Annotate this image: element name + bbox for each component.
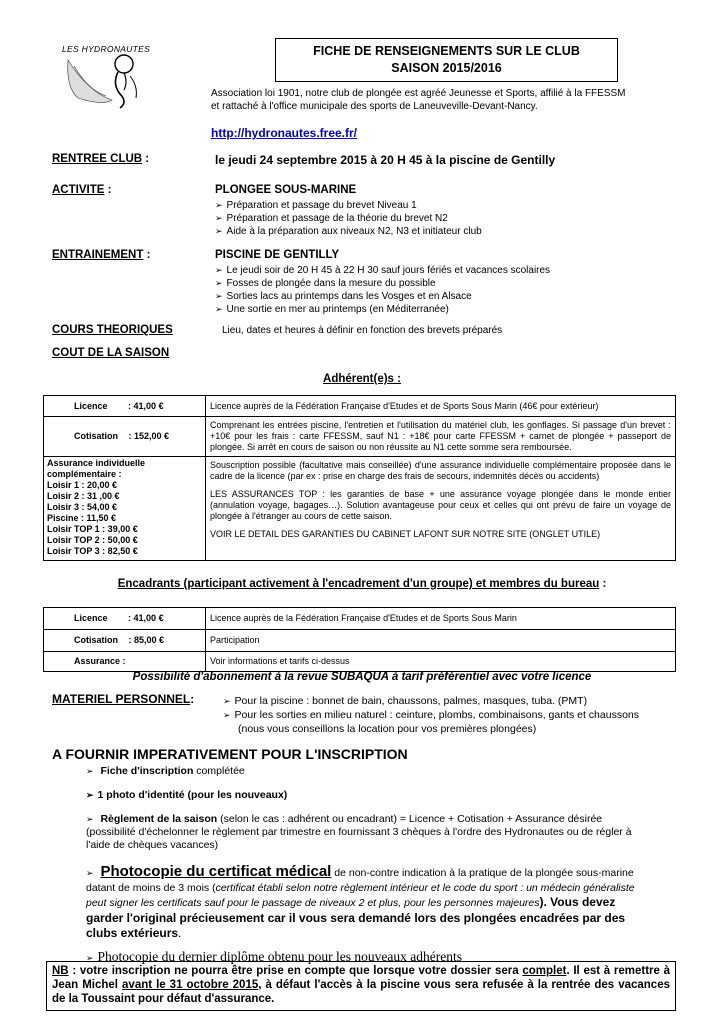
certificat-line-5 xyxy=(86,926,676,941)
list-item: ➢ 1 photo d'identité (pour les nouveaux) xyxy=(86,788,676,802)
rentree-date: le jeudi 24 septembre 2015 à 20 H 45 à la piscine de Gentilly xyxy=(215,153,556,167)
nb-text-3: , à défaut l'accès à la piscine vous sera refusée à la rentrée des vacances de la Toussaint pour défaut d'assurance. xyxy=(52,979,670,1005)
assurance-line: Piscine : 11,50 € xyxy=(47,513,117,523)
enc-licence-description: Licence auprès de la Fédération Française d'Etudes et de Sports Sous Marin xyxy=(206,608,676,630)
fiche-rest: complétée xyxy=(193,765,245,777)
list-item xyxy=(86,812,676,826)
intro-text xyxy=(211,87,626,113)
encadrants-heading: Encadrants (participant activement à l'encadrement d'un groupe) et membres du bureau xyxy=(117,578,600,590)
materiel-label: MATERIEL PERSONNEL xyxy=(52,692,191,706)
materiel-list xyxy=(223,694,639,736)
nb-text-2: . Il est à remettre à Jean Michel xyxy=(52,965,670,991)
reglement-rest: (selon le cas : adhérent ou encadrant) = Licence + Cotisation + Assurance désirée xyxy=(217,813,603,825)
cotisation-cell xyxy=(44,417,206,457)
certificat-l3a: peut signer les certificats sauf pour le passage de niveaux 2 et plus, pour les personnes majeures xyxy=(86,897,540,909)
assurance-line: Loisir 2 : 31 ,00 € xyxy=(47,491,120,501)
certificat-l2b: certificat établi selon notre règlement intérieur et le code du sport : un médecin généraliste xyxy=(215,882,635,894)
certificat-l3b: ). Vous devez xyxy=(539,895,616,909)
assurance-paragraph: Souscription possible (facultative mais conseillée) d'une assurance individuelle complémentaire proposée dans le cadre de la licence (par ex : prise en charge des frais de secours, indemnités décès ou accidents) xyxy=(210,460,671,481)
intro-line-2: et rattaché à l'office municipale des sports de Laneuveville-Devant-Nancy. xyxy=(211,101,538,112)
list-item: ➢ Photocopie du dernier diplôme obtenu pour les nouveaux adhérents xyxy=(86,949,676,966)
certificat-line-2 xyxy=(86,882,676,895)
reglement-label: Règlement de la saison xyxy=(100,813,218,825)
assurance-paragraph: VOIR LE DETAIL DES GARANTIES DU CABINET LAFONT SUR NOTRE SITE (ONGLET UTILE) xyxy=(210,529,601,539)
cours-label: COURS THEORIQUES xyxy=(52,324,173,336)
enc-cotisation-price: : 85,00 € xyxy=(128,635,165,645)
cout-label: COUT DE LA SAISON xyxy=(52,347,170,359)
entrainement-section xyxy=(52,249,150,261)
entrainement-list xyxy=(215,264,550,316)
list-item xyxy=(86,863,676,882)
encadrants-colon: : xyxy=(599,578,607,590)
assurance-line: Loisir TOP 3 : 82,50 € xyxy=(47,546,138,556)
adherents-heading: Adhérent(e)s : xyxy=(323,373,401,385)
adherents-table xyxy=(43,395,676,561)
certificat-line-4: garder l'original précieusement car il vous sera demandé lors des plongées encadrées par des xyxy=(86,911,626,925)
list-item: ➢ Préparation et passage de la théorie du brevet N2 xyxy=(215,212,482,225)
cotisation-price: : 152,00 € xyxy=(128,431,170,441)
nb-date: avant le 31 octobre 2015 xyxy=(122,979,259,991)
table-row xyxy=(44,457,676,561)
list-item: ➢ Une sortie en mer au printemps (en Méditerranée) xyxy=(215,303,550,316)
materiel-colon: : xyxy=(190,692,195,706)
rentree-label: RENTREE CLUB xyxy=(52,153,143,165)
licence-price: : 41,00 € xyxy=(128,400,164,411)
fiche-label: Fiche d'inscription xyxy=(100,765,194,777)
list-item: ➢ Sorties lacs au printemps dans les Vosges et en Alsace xyxy=(215,290,550,303)
cours-text: Lieu, dates et heures à définir en fonction des brevets préparés xyxy=(222,325,503,336)
season-title: SAISON 2015/2016 xyxy=(391,61,502,75)
certificat-label: Photocopie du certificat médical xyxy=(100,863,332,880)
entrainement-colon: : xyxy=(143,249,151,261)
list-item: ➢ Le jeudi soir de 20 H 45 à 22 H 30 sauf jours fériés et vacances scolaires xyxy=(215,264,550,277)
cotisation-description: Comprenant les entrées piscine, l'entretien et l'utilisation du matériel club, les gonflages. Si passage d'un brevet : +10€ pour les frais : carte FFESSM, sauf N1 : +18€ pour carte FFESSM + carnet de plongée + passeport de plongée. Si arrêt en cours de saison ou non réussite au N1 cette somme sera remboursée. xyxy=(206,417,676,457)
materiel-section xyxy=(52,692,194,706)
certificat-l5b: . xyxy=(178,926,182,940)
licence-label: Licence xyxy=(74,400,108,411)
table-row xyxy=(44,630,676,652)
assurance-line: Loisir 3 : 54,00 € xyxy=(47,502,118,512)
club-logo xyxy=(58,32,182,110)
list-item: ➢ Aide à la préparation aux niveaux N2, N3 et initiateur club xyxy=(215,225,482,238)
assurance-line: Loisir TOP 1 : 39,00 € xyxy=(47,524,138,534)
table-row xyxy=(44,396,676,417)
list-item: ➢ Pour la piscine : bonnet de bain, chaussons, palmes, masques, tuba. (PMT) xyxy=(223,694,639,708)
entrainement-label: ENTRAINEMENT xyxy=(52,249,144,261)
licence-cell xyxy=(44,396,206,417)
rentree-colon: : xyxy=(142,153,150,165)
activite-section xyxy=(52,184,111,196)
licence-description: Licence auprès de la Fédération Française d'Etudes et de Sports Sous Marin (46€ pour extérieur) xyxy=(206,396,676,417)
certificat-l5: clubs extérieurs xyxy=(86,926,179,940)
assurance-paragraph: LES ASSURANCES TOP : les garanties de base + une assurance voyage plongée dans le monde entier (annulation voyage, bagages…). Solution avantageuse pour ceux et celles qui ont prévu de faire un voyage de plongée à l'étranger au cours de cette saison. xyxy=(210,489,671,521)
list-item xyxy=(86,764,676,778)
nb-label: NB xyxy=(52,965,69,977)
cotisation-label: Cotisation xyxy=(74,431,118,441)
entrainement-heading: PISCINE DE GENTILLY xyxy=(215,249,340,261)
assurance-line: Assurance individuelle xyxy=(47,458,146,468)
table-row xyxy=(44,652,676,672)
activite-label: ACTIVITE xyxy=(52,184,105,196)
nb-complet: complet xyxy=(522,965,567,977)
list-item: ➢ Fosses de plongée dans la mesure du possible xyxy=(215,277,550,290)
table-row xyxy=(44,608,676,630)
activite-list xyxy=(215,199,482,238)
assurance-options-cell xyxy=(44,457,206,561)
enc-cotisation-description: Participation xyxy=(206,630,676,652)
enc-licence-label: Licence xyxy=(74,613,108,623)
assurance-line: complémentaire : xyxy=(47,469,122,479)
table-row xyxy=(44,417,676,457)
intro-line-1: Association loi 1901, notre club de plongée est agréé Jeunesse et Sports, affilié à la FFESSM xyxy=(211,88,626,99)
certificat-rest: de non-contre indication à la pratique de la plongée sous-marine xyxy=(331,867,634,879)
assurance-description-cell xyxy=(206,457,676,561)
subaqua-note: Possibilité d'abonnement à la revue SUBAQUA à tarif préférentiel avec votre licence xyxy=(132,671,592,683)
activite-heading: PLONGEE SOUS-MARINE xyxy=(215,184,357,196)
encadrants-table xyxy=(43,607,676,672)
fournir-list xyxy=(86,764,676,966)
enc-assurance-description: Voir informations et tarifs ci-dessus xyxy=(206,652,676,672)
list-item: ➢ Pour les sorties en milieu naturel : ceinture, plombs, combinaisons, gants et chaussons xyxy=(223,708,639,722)
nb-box xyxy=(46,961,676,1011)
encadrants-heading-wrap xyxy=(0,578,724,590)
enc-assurance-label: Assurance : xyxy=(74,656,126,666)
page-title: FICHE DE RENSEIGNEMENTS SUR LE CLUB xyxy=(313,44,580,58)
certificat-l2a: datant de moins de 3 mois ( xyxy=(86,882,216,894)
reglement-line-3: l'aide de chèques vacances) xyxy=(86,839,219,851)
materiel-note: (nous vous conseillons la location pour vos premières plongées) xyxy=(238,723,537,735)
enc-assurance-cell xyxy=(44,652,206,672)
rentree-section xyxy=(52,153,149,165)
enc-cotisation-cell xyxy=(44,630,206,652)
certificat-line-3 xyxy=(86,895,676,911)
page-title-box xyxy=(275,38,618,82)
enc-licence-cell xyxy=(44,608,206,630)
list-item: ➢ Préparation et passage du brevet Niveau 1 xyxy=(215,199,482,212)
assurance-line: Loisir TOP 2 : 50,00 € xyxy=(47,535,138,545)
logo-text: LES HYDRONAUTES xyxy=(62,44,151,54)
club-website-link[interactable]: http://hydronautes.free.fr/ xyxy=(211,126,358,140)
enc-cotisation-label: Cotisation xyxy=(74,635,118,645)
nb-text-1: : votre inscription ne pourra être prise en compte que lorsque votre dossier sera xyxy=(68,965,523,977)
fournir-heading: A FOURNIR IMPERATIVEMENT POUR L'INSCRIPTION xyxy=(52,746,408,762)
reglement-line-2: (possibilité d'échelonner le règlement par trimestre en fournissant 3 chèques à l'ordre des Hydronautes ou de régler à xyxy=(86,826,632,838)
assurance-line: Loisir 1 : 20,00 € xyxy=(47,480,118,490)
enc-licence-price: : 41,00 € xyxy=(128,613,164,623)
activite-colon: : xyxy=(104,184,112,196)
